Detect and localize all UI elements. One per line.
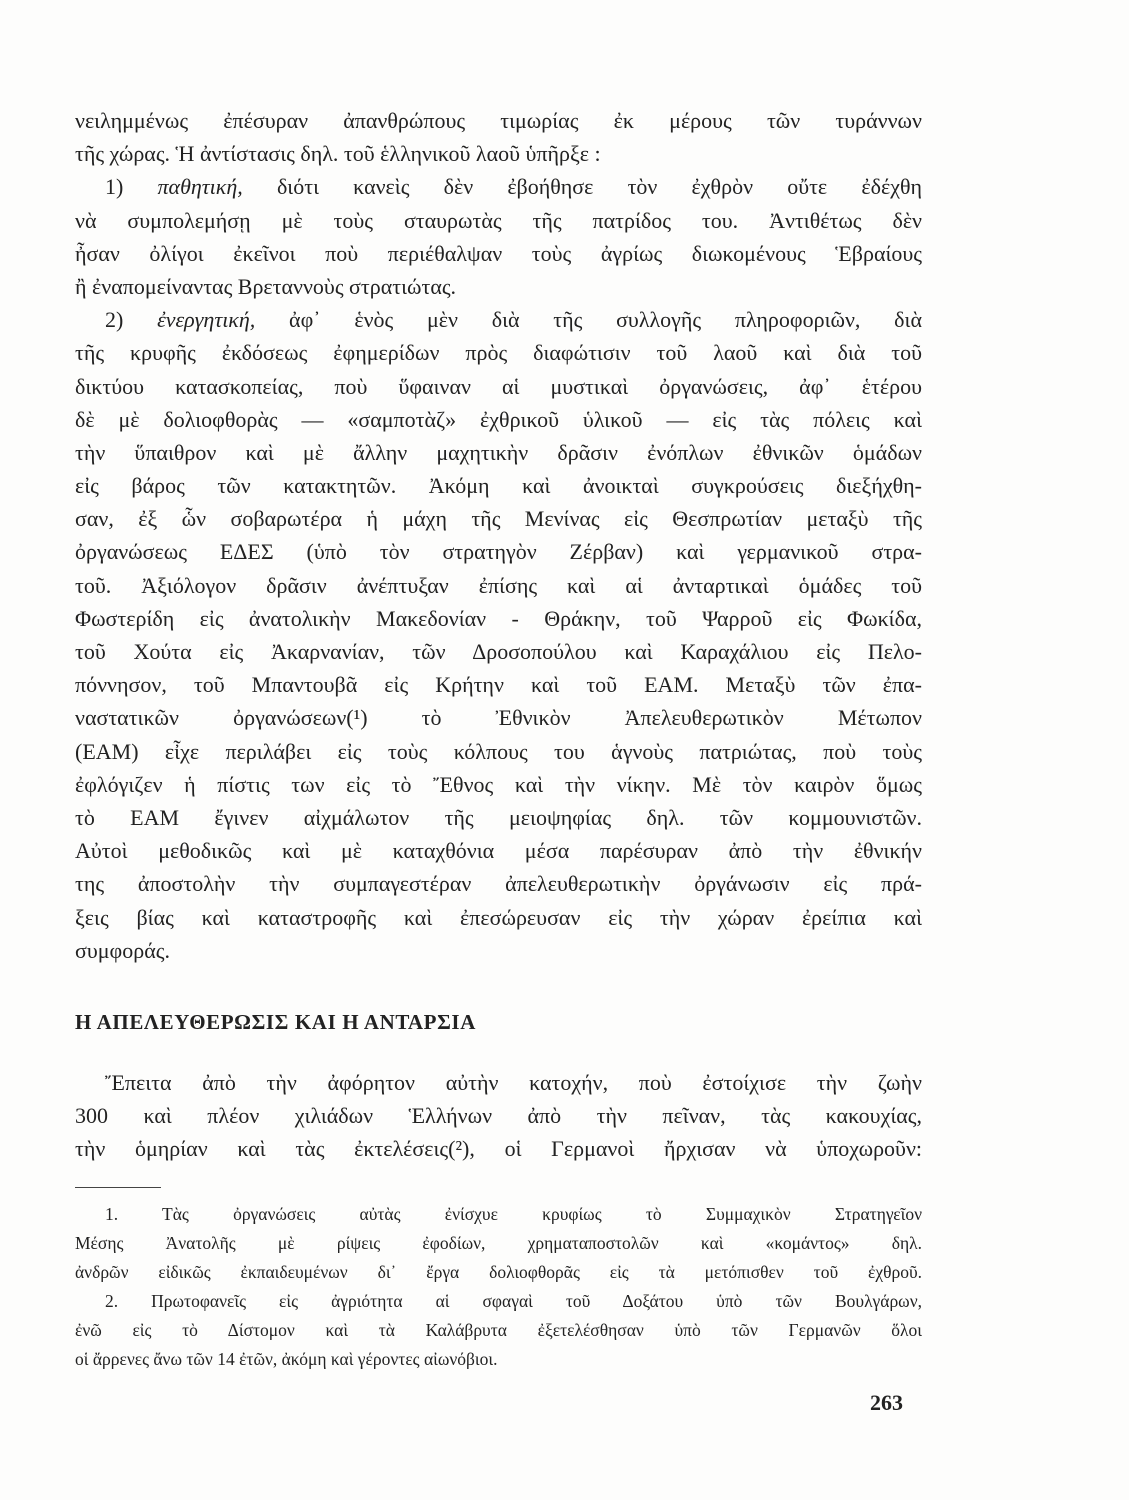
line-text: τὴν ὁμηρίαν καὶ τὰς ἐκτελέσεις(²), οἱ Γερμανοὶ ἤρχισαν νὰ ὑποχωροῦν: (75, 1136, 922, 1162)
line-text: τῆς χώρας. Ἡ ἀντίστασις δηλ. τοῦ ἑλληνικοῦ λαοῦ ὑπῆρξε : (75, 141, 601, 167)
line-text: ἀφ᾽ ἑνὸς μὲν διὰ τῆς συλλογῆς πληροφοριῶν, διὰ (255, 307, 922, 333)
text-line (75, 569, 922, 602)
line-text: Ἔπειτα ἀπὸ τὴν ἀφόρητον αὐτὴν κατοχήν, ποὺ ἐστοίχισε τὴν ζωὴν (105, 1070, 922, 1095)
body-text (75, 104, 922, 967)
footnote-line (75, 1345, 922, 1374)
text-line (75, 668, 922, 701)
page-number: 263 (870, 1390, 903, 1415)
list-number: 2) (105, 307, 158, 333)
text-line (75, 170, 922, 203)
text-line (75, 1066, 922, 1099)
line-text: τῆς κρυφῆς ἐκδόσεως ἐφημερίδων πρὸς διαφώτισιν τοῦ λαοῦ καὶ διὰ τοῦ (75, 340, 922, 366)
text-line (75, 701, 922, 734)
text-line (75, 834, 922, 867)
line-text: νειλημμένως ἐπέσυραν ἀπανθρώπους τιμωρίας ἐκ μέρους τῶν τυράννων (75, 108, 922, 133)
text-line (75, 1099, 922, 1132)
line-text: πόννησον, τοῦ Μπαντουβᾶ εἰς Κρήτην καὶ τοῦ ΕΑΜ. Μεταξὺ τῶν ἐπα- (75, 672, 922, 698)
text-line (75, 735, 922, 768)
line-text: συμφοράς. (75, 937, 170, 963)
text-line (75, 469, 922, 502)
emphasized-term: ἐνεργητική, (157, 307, 256, 333)
line-text: (ΕΑΜ) εἶχε περιλάβει εἰς τοὺς κόλπους του ἁγνοὺς πατριώτας, ποὺ τοὺς (75, 738, 922, 764)
text-line (75, 867, 922, 900)
text-line (75, 403, 922, 436)
footnote-line (75, 1258, 922, 1287)
line-text: Φωστερίδη εἰς ἀνατολικὴν Μακεδονίαν - Θράκην, τοῦ Ψαρροῦ εἰς Φωκίδα, (75, 605, 922, 631)
line-text: ἦσαν ὀλίγοι ἐκεῖνοι ποὺ περιέθαλψαν τοὺς ἀγρίως διωκομένους Ἑβραίους (75, 240, 922, 266)
line-text: τοῦ Χούτα εἰς Ἀκαρνανίαν, τῶν Δροσοπούλου καὶ Καραχάλιου εἰς Πελο- (75, 639, 922, 664)
line-text: δικτύου κατασκοπείας, ποὺ ὕφαιναν αἱ μυστικαὶ ὀργανώσεις, ἀφ᾽ ἑτέρου (75, 373, 922, 399)
line-text: δὲ μὲ δολιοφθορὰς — «σαμποτὰζ» ἐχθρικοῦ ὑλικοῦ — εἰς τὰς πόλεις καὶ (75, 406, 922, 432)
text-line (75, 801, 922, 834)
text-line (75, 635, 922, 668)
section-body-text (75, 1066, 922, 1166)
line-text: τοῦ. Ἀξιόλογον δρᾶσιν ἀνέπτυξαν ἐπίσης καὶ αἱ ἀνταρτικαὶ ὁμάδες τοῦ (75, 572, 922, 598)
line-text: ἐφλόγιζεν ἡ πίστις των εἰς τὸ Ἔθνος καὶ τὴν νίκην. Μὲ τὸν καιρὸν ὅμως (75, 771, 922, 797)
footnote-line (75, 1229, 922, 1258)
text-line (75, 901, 922, 934)
line-text: 2. Πρωτοφανεῖς εἰς ἀγριότητα αἱ σφαγαὶ τοῦ Δοξάτου ὑπὸ τῶν Βουλγάρων, (105, 1291, 922, 1311)
line-text: ἀνδρῶν εἰδικῶς ἐκπαιδευμένων δι᾽ ἔργα δολιοφθορᾶς εἰς τὰ μετόπισθεν τοῦ ἐχθροῦ. (75, 1262, 922, 1282)
text-line (75, 436, 922, 469)
line-text: ξεις βίας καὶ καταστροφῆς καὶ ἐπεσώρευσαν εἰς τὴν χώραν ἐρείπια καὶ (75, 904, 922, 930)
line-text: Μέσης Ἀνατολῆς μὲ ρίψεις ἐφοδίων, χρηματαποστολῶν καὶ «κομάντος» δηλ. (75, 1233, 922, 1253)
text-line (75, 104, 922, 137)
footnote-line (75, 1200, 922, 1229)
text-line (75, 1132, 922, 1165)
line-text: νὰ συμπολεμήσῃ μὲ τοὺς σταυρωτὰς τῆς πατρίδος του. Ἀντιθέτως δὲν (75, 207, 922, 233)
text-line (75, 303, 922, 336)
text-line (75, 535, 922, 568)
line-text: διότι κανεὶς δὲν ἐβοήθησε τὸν ἐχθρὸν οὔτε ἐδέχθη (242, 174, 922, 200)
line-text: εἰς βάρος τῶν κατακτητῶν. Ἀκόμη καὶ ἀνοικταὶ συγκρούσεις διεξήχθη- (75, 473, 922, 499)
line-text: σαν, ἐξ ὧν σοβαρωτέρα ἡ μάχη τῆς Μενίνας εἰς Θεσπρωτίαν μεταξὺ τῆς (75, 506, 922, 532)
text-line (75, 502, 922, 535)
text-line (75, 137, 922, 170)
line-text: τὴν ὕπαιθρον καὶ μὲ ἄλλην μαχητικὴν δρᾶσιν ἐνόπλων ἐθνικῶν ὁμάδων (75, 439, 922, 465)
text-line (75, 602, 922, 635)
line-text: της ἀποστολὴν τὴν συμπαγεστέραν ἀπελευθερωτικὴν ὀργάνωσιν εἰς πρά- (75, 871, 922, 897)
footnote-line (75, 1316, 922, 1345)
text-line (75, 370, 922, 403)
section-heading: Η ΑΠΕΛΕΥΘΕΡΩΣΙΣ ΚΑΙ Η ΑΝΤΑΡΣΙΑ (75, 1010, 476, 1034)
footnote-line (75, 1287, 922, 1316)
line-text: Αὐτοὶ μεθοδικῶς καὶ μὲ καταχθόνια μέσα παρέσυραν ἀπὸ τὴν ἐθνικήν (75, 838, 922, 864)
line-text: ἐνῶ εἰς τὸ Δίστομον καὶ τὰ Καλάβρυτα ἐξετελέσθησαν ὑπὸ τῶν Γερμανῶν ὅλοι (75, 1320, 922, 1340)
text-line (75, 336, 922, 369)
line-text: 1. Τὰς ὀργανώσεις αὐτὰς ἐνίσχυε κρυφίως τὸ Συμμαχικὸν Στρατηγεῖον (105, 1204, 922, 1224)
footnotes (75, 1200, 922, 1374)
text-line (75, 270, 922, 303)
line-text: ἢ ἐναπομείναντας Βρεταννοὺς στρατιώτας. (75, 273, 457, 299)
text-line (75, 934, 922, 967)
line-text: 300 καὶ πλέον χιλιάδων Ἑλλήνων ἀπὸ τὴν πεῖναν, τὰς κακουχίας, (75, 1103, 922, 1129)
text-line (75, 204, 922, 237)
emphasized-term: παθητική, (157, 174, 243, 200)
footnote-divider (75, 1187, 161, 1188)
line-text: ναστατικῶν ὀργανώσεων(¹) τὸ Ἐθνικὸν Ἀπελευθερωτικὸν Μέτωπον (75, 705, 922, 731)
line-text: ὀργανώσεως ΕΔΕΣ (ὑπὸ τὸν στρατηγὸν Ζέρβαν) καὶ γερμανικοῦ στρα- (75, 539, 922, 565)
text-line (75, 237, 922, 270)
line-text: τὸ ΕΑΜ ἔγινεν αἰχμάλωτον τῆς μειοψηφίας δηλ. τῶν κομμουνιστῶν. (75, 804, 922, 830)
text-line (75, 768, 922, 801)
line-text: οἱ ἄρρενες ἄνω τῶν 14 ἐτῶν, ἀκόμη καὶ γέροντες αἰωνόβιοι. (75, 1349, 498, 1369)
list-number: 1) (105, 174, 158, 200)
